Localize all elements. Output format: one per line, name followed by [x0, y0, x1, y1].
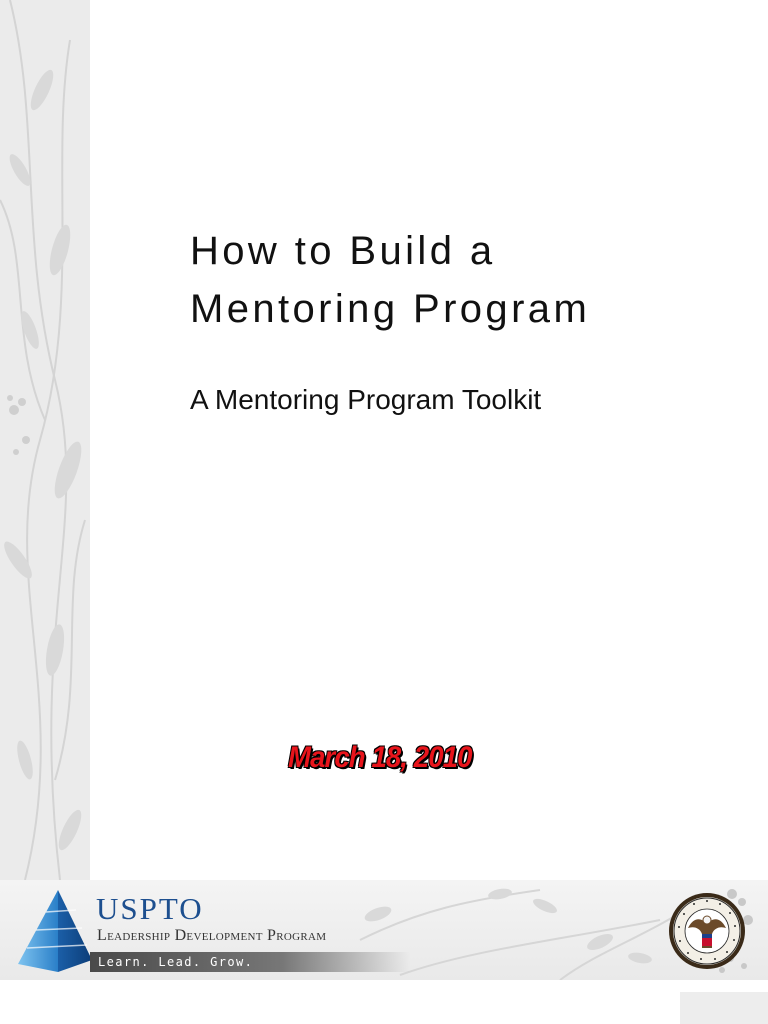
title-line-2: Mentoring Program [190, 287, 591, 331]
tagline: Learn. Lead. Grow. [98, 955, 254, 969]
pyramid-logo-icon [14, 888, 94, 974]
organization-name: USPTO [96, 891, 204, 926]
uspto-seal-icon [668, 892, 746, 970]
floral-pattern-icon [0, 0, 90, 880]
tagline-bar [90, 952, 410, 972]
floral-side-decoration [0, 0, 90, 880]
corner-tab [680, 992, 768, 1024]
uspto-footer-banner [0, 880, 768, 980]
page-bottom-margin [0, 980, 768, 1024]
document-subtitle: A Mentoring Program Toolkit [190, 384, 542, 415]
document-title [190, 222, 750, 338]
publication-date: March 18, 2010 [288, 741, 472, 774]
program-name: Leadership Development Program [97, 927, 327, 944]
title-line-1: How to Build a [190, 229, 496, 273]
